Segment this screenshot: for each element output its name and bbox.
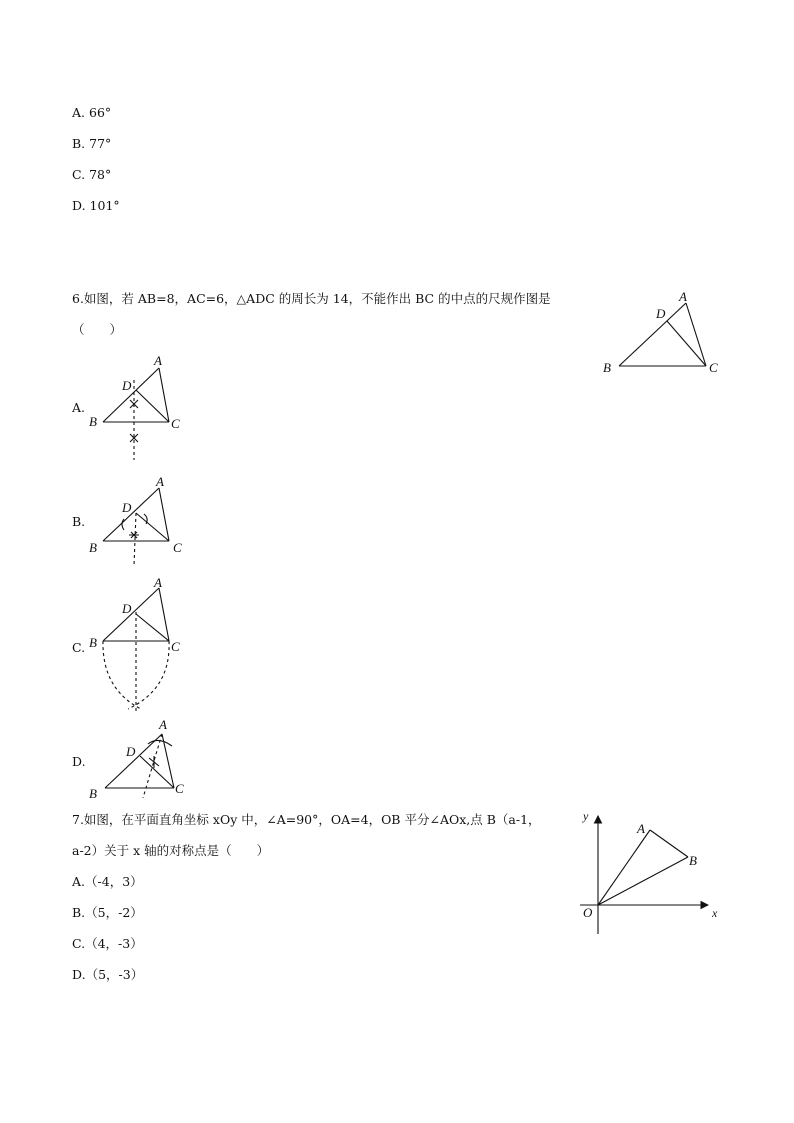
- q5-option-d: D. 101°: [72, 198, 120, 213]
- side-ab: [619, 303, 686, 366]
- svg-text:B: B: [89, 786, 97, 801]
- q7-option-a: A.（-4，3）: [72, 874, 143, 889]
- q5-option-c: C. 78°: [72, 167, 112, 182]
- svg-text:C: C: [173, 540, 182, 555]
- q7-option-b: B.（5，-2）: [72, 905, 143, 920]
- svg-text:C: C: [175, 781, 184, 796]
- q6-stem-line2: （ ）: [72, 322, 123, 337]
- segment-ob: [598, 857, 688, 905]
- q6-main-triangle-figure: [598, 286, 728, 378]
- q6-option-c-figure: [86, 574, 196, 716]
- point-b-label: B: [689, 853, 697, 868]
- svg-text:C: C: [171, 416, 180, 431]
- svg-text:A: A: [154, 575, 162, 590]
- svg-text:B: B: [89, 635, 97, 650]
- q6-option-d-figure: [86, 716, 196, 806]
- segment-ab: [650, 830, 688, 857]
- q7-stem-line2: a-2）关于 x 轴的对称点是（ ）: [72, 843, 270, 858]
- point-b-label: B: [603, 360, 611, 375]
- q5-option-a: A. 66°: [72, 105, 112, 120]
- point-a-label: A: [637, 821, 645, 836]
- svg-text:D: D: [122, 601, 132, 616]
- q7-option-d: D.（5，-3）: [72, 967, 144, 982]
- svg-text:A: A: [156, 474, 164, 489]
- point-d-label: D: [656, 306, 666, 321]
- q6-stem-line1: 6.如图，若 AB=8，AC=6，△ADC 的周长为 14，不能作出 BC 的中点的尺规作图是: [72, 291, 551, 306]
- x-axis-label: x: [712, 906, 718, 920]
- svg-text:C: C: [171, 639, 180, 654]
- svg-text:D: D: [126, 744, 136, 759]
- q6-option-b-label: B.: [72, 514, 86, 529]
- side-ac: [686, 303, 706, 366]
- svg-text:A: A: [159, 717, 167, 732]
- q6-option-d-label: D.: [72, 754, 86, 769]
- q5-option-b: B. 77°: [72, 136, 112, 151]
- q6-option-a-label: A.: [72, 400, 86, 415]
- svg-text:A: A: [154, 353, 162, 368]
- origin-label: O: [583, 905, 593, 920]
- svg-text:B: B: [89, 414, 97, 429]
- y-axis-label: y: [583, 809, 589, 823]
- q6-option-b-figure: [86, 474, 196, 574]
- q6-option-a-figure: [86, 352, 196, 462]
- svg-text:B: B: [89, 540, 97, 555]
- q7-coordinate-figure: [576, 808, 726, 938]
- point-a-label: A: [679, 289, 687, 304]
- q7-option-c: C.（4，-3）: [72, 936, 143, 951]
- segment-oa: [598, 830, 650, 905]
- segment-dc: [667, 321, 706, 366]
- svg-text:D: D: [122, 378, 132, 393]
- q6-option-c-label: C.: [72, 640, 86, 655]
- point-c-label: C: [709, 360, 718, 375]
- svg-text:D: D: [122, 500, 132, 515]
- q7-stem-line1: 7.如图，在平面直角坐标 xOy 中，∠A=90°，OA=4，OB 平分∠AOx,点 B（a-1，: [72, 812, 541, 827]
